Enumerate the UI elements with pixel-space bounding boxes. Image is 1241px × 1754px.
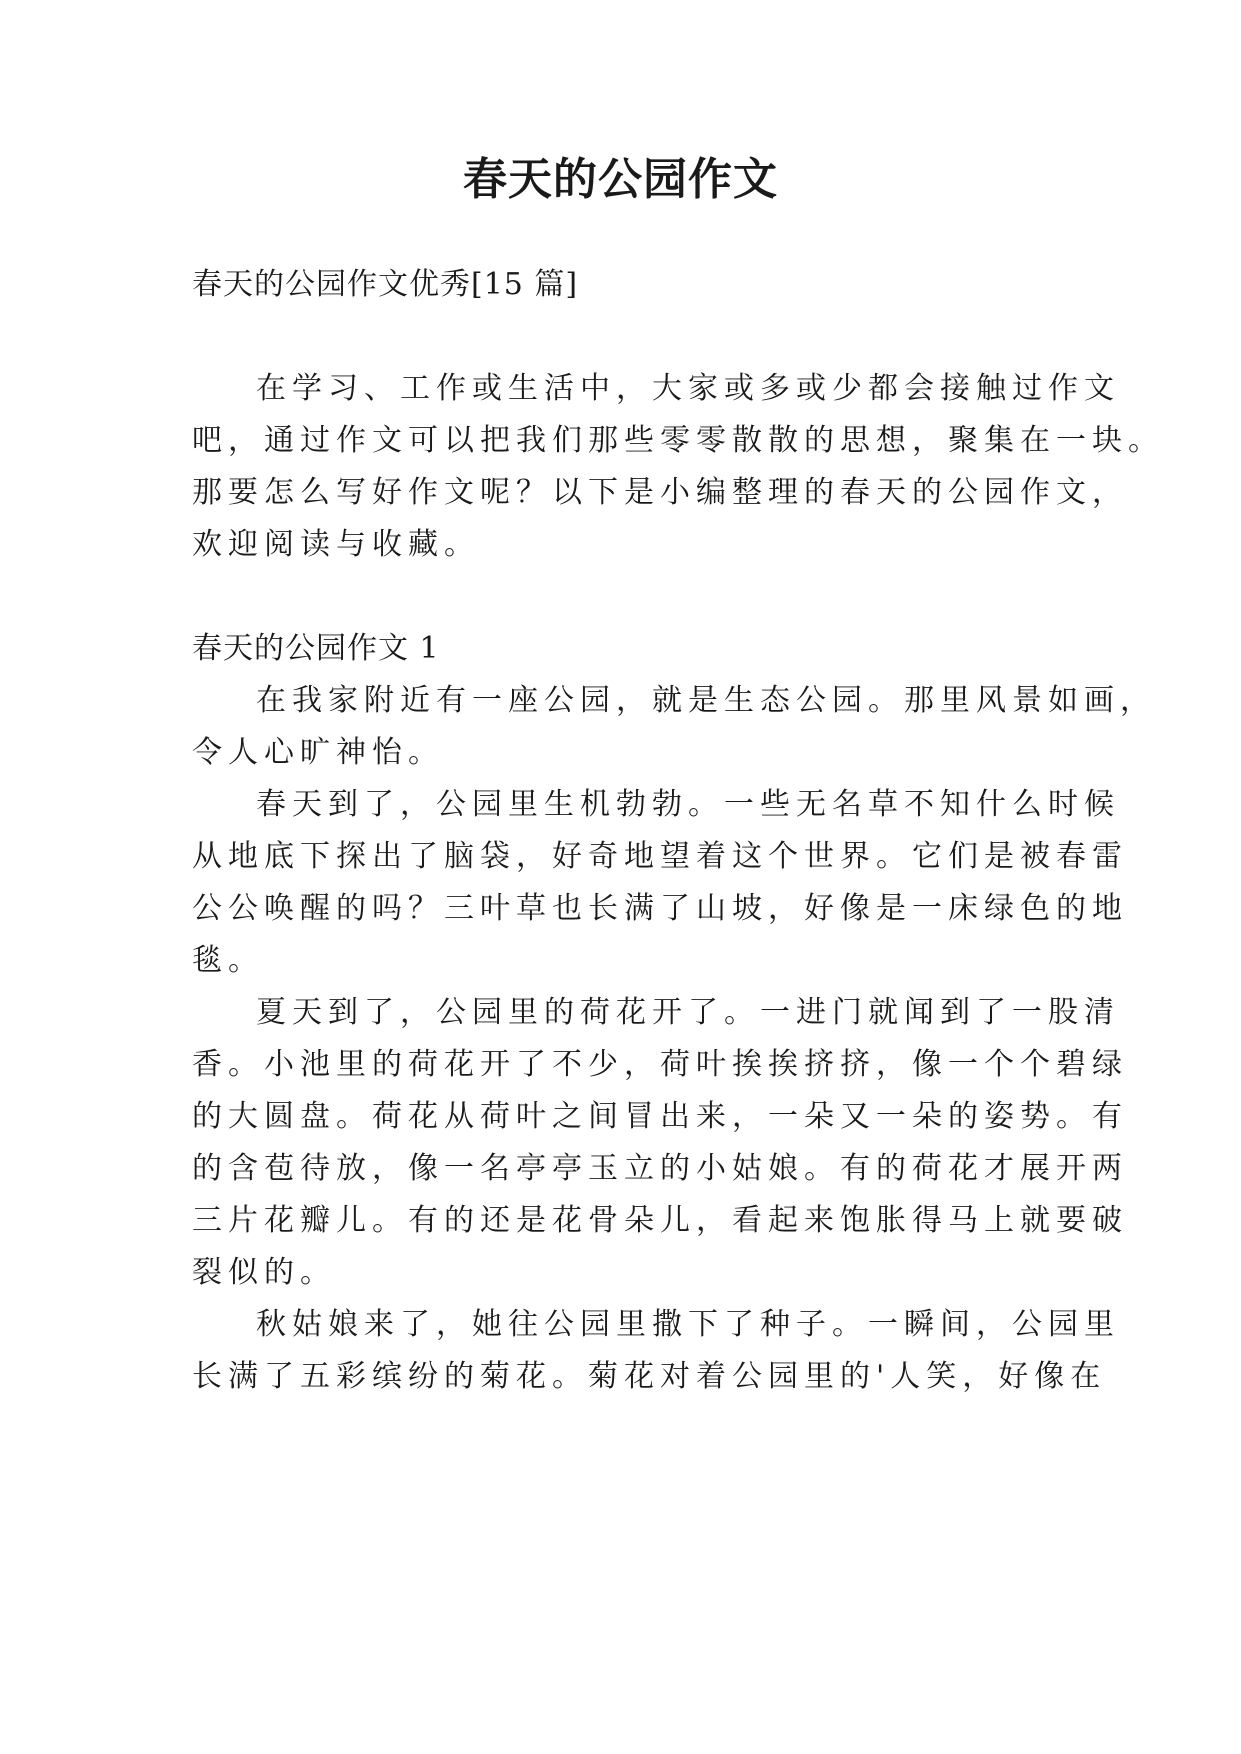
paragraph-line: 在我家附近有一座公园，就是生态公园。那里风景如画， [256, 683, 1156, 718]
paragraph-line: 秋姑娘来了，她往公园里撒下了种子。一瞬间，公园里 [256, 1307, 1120, 1342]
paragraph-line: 香。小池里的荷花开了不少，荷叶挨挨挤挤，像一个个碧绿 [192, 1047, 1128, 1082]
intro-line: 那要怎么写好作文呢？以下是小编整理的春天的公园作文， [192, 475, 1128, 510]
paragraph-line: 从地底下探出了脑袋，好奇地望着这个世界。它们是被春雷 [192, 839, 1128, 874]
intro-line: 在学习、工作或生活中，大家或多或少都会接触过作文 [256, 371, 1120, 406]
paragraph-line: 的大圆盘。荷花从荷叶之间冒出来，一朵又一朵的姿势。有 [192, 1099, 1128, 1134]
section-heading: 春天的公园作文 1 [192, 631, 440, 666]
paragraph-line: 的含苞待放，像一名亭亭玉立的小姑娘。有的荷花才展开两 [192, 1151, 1128, 1186]
paragraph-line: 毯。 [192, 943, 264, 978]
paragraph-line: 三片花瓣儿。有的还是花骨朵儿，看起来饱胀得马上就要破 [192, 1203, 1128, 1238]
intro-line: 吧，通过作文可以把我们那些零零散散的思想，聚集在一块。 [192, 423, 1164, 458]
paragraph-line: 长满了五彩缤纷的菊花。菊花对着公园里的'人笑，好像在 [192, 1359, 1107, 1394]
paragraph-line: 裂似的。 [192, 1255, 336, 1290]
page-title: 春天的公园作文 [463, 154, 778, 205]
intro-line: 欢迎阅读与收藏。 [192, 527, 480, 562]
paragraph-line: 令人心旷神怡。 [192, 735, 444, 770]
document-subtitle: 春天的公园作文优秀[15 篇] [192, 267, 579, 302]
paragraph-line: 春天到了，公园里生机勃勃。一些无名草不知什么时候 [256, 787, 1120, 822]
paragraph-line: 夏天到了，公园里的荷花开了。一进门就闻到了一股清 [256, 995, 1120, 1030]
paragraph-line: 公公唤醒的吗？三叶草也长满了山坡，好像是一床绿色的地 [192, 891, 1128, 926]
